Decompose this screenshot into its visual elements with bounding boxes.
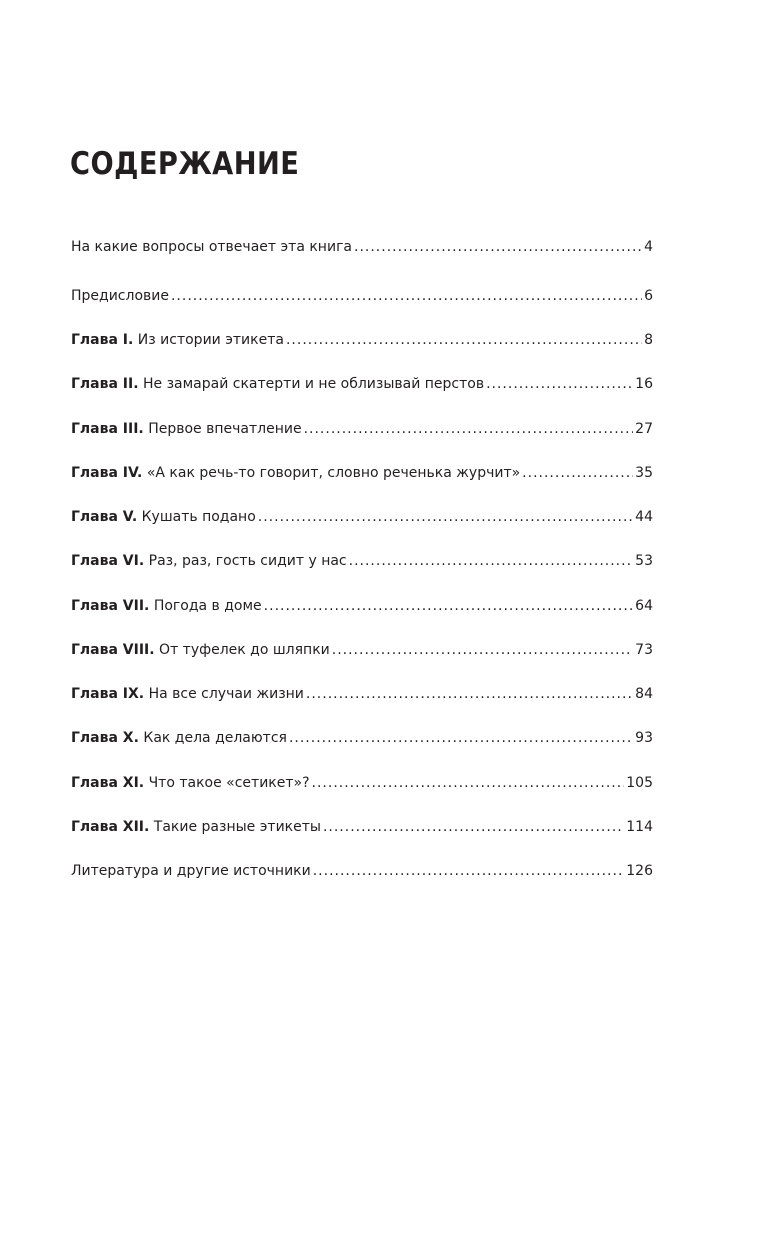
entry-text: Не замарай скатерти и не облизывай перстов <box>143 376 485 392</box>
toc-entry[interactable] <box>71 236 653 258</box>
chapter-label: Глава VII. <box>71 598 150 614</box>
page-number: 84 <box>635 686 653 702</box>
toc-entry[interactable] <box>71 772 653 794</box>
dot-leader <box>486 373 633 395</box>
page-number: 6 <box>644 288 653 304</box>
chapter-label: Глава IX. <box>71 686 145 702</box>
dot-leader <box>313 860 625 882</box>
page-number: 53 <box>635 553 653 569</box>
dot-leader <box>304 418 634 440</box>
page-number: 16 <box>635 376 653 392</box>
entry-text: Литература и другие источники <box>71 863 311 879</box>
page-number: 4 <box>644 239 653 255</box>
chapter-label: Глава XII. <box>71 819 150 835</box>
entry-text: Первое впечатление <box>148 421 302 437</box>
entry-text: Как дела делаются <box>143 730 287 746</box>
dot-leader <box>258 506 633 528</box>
chapter-label: Глава X. <box>71 730 139 746</box>
entry-text: «А как речь-то говорит, словно реченька журчит» <box>146 465 521 481</box>
page-number: 35 <box>635 465 653 481</box>
chapter-label: Глава III. <box>71 421 144 437</box>
dot-leader <box>332 639 633 661</box>
entry-text: Что такое «сетикет»? <box>148 775 310 791</box>
page-number: 8 <box>644 332 653 348</box>
chapter-label: Глава II. <box>71 376 139 392</box>
dot-leader <box>289 727 633 749</box>
entry-text: Такие разные этикеты <box>153 819 321 835</box>
toc-entry[interactable] <box>71 595 653 617</box>
toc-entry[interactable] <box>71 506 653 528</box>
chapter-label: Глава V. <box>71 509 138 525</box>
page-number: 44 <box>635 509 653 525</box>
entry-text: От туфелек до шляпки <box>159 642 330 658</box>
dot-leader <box>323 816 624 838</box>
toc-entry[interactable] <box>71 329 653 351</box>
toc-entry[interactable] <box>71 683 653 705</box>
dot-leader <box>354 236 642 258</box>
toc-entry[interactable] <box>71 462 653 484</box>
chapter-label: Глава XI. <box>71 775 145 791</box>
dot-leader <box>349 550 634 572</box>
page-number: 27 <box>635 421 653 437</box>
toc-entry[interactable] <box>71 373 653 395</box>
entry-text: Раз, раз, гость сидит у нас <box>148 553 347 569</box>
page-number: 93 <box>635 730 653 746</box>
toc-entry[interactable] <box>71 550 653 572</box>
dot-leader <box>286 329 642 351</box>
page-number: 105 <box>626 775 653 791</box>
dot-leader <box>306 683 633 705</box>
dot-leader <box>171 285 642 307</box>
toc-entry[interactable] <box>71 639 653 661</box>
entry-text: Погода в доме <box>153 598 262 614</box>
dot-leader <box>522 462 633 484</box>
entry-text: На все случаи жизни <box>148 686 304 702</box>
toc-entry[interactable] <box>71 816 653 838</box>
entry-text: Из истории этикета <box>137 332 284 348</box>
toc-entry[interactable] <box>71 285 653 307</box>
page-number: 126 <box>626 863 653 879</box>
page-number: 64 <box>635 598 653 614</box>
chapter-label: Глава VI. <box>71 553 145 569</box>
toc-entry[interactable] <box>71 860 653 882</box>
entry-text: Предисловие <box>71 288 169 304</box>
chapter-label: Глава IV. <box>71 465 143 481</box>
table-of-contents <box>71 0 653 1241</box>
toc-entry[interactable] <box>71 418 653 440</box>
dot-leader <box>312 772 625 794</box>
page-title: СОДЕРЖАНИЕ <box>70 146 300 182</box>
chapter-label: Глава I. <box>71 332 134 348</box>
page-number: 73 <box>635 642 653 658</box>
toc-entry[interactable] <box>71 727 653 749</box>
page-number: 114 <box>626 819 653 835</box>
entry-text: На какие вопросы отвечает эта книга <box>71 239 352 255</box>
entry-text: Кушать подано <box>141 509 256 525</box>
dot-leader <box>264 595 634 617</box>
chapter-label: Глава VIII. <box>71 642 155 658</box>
